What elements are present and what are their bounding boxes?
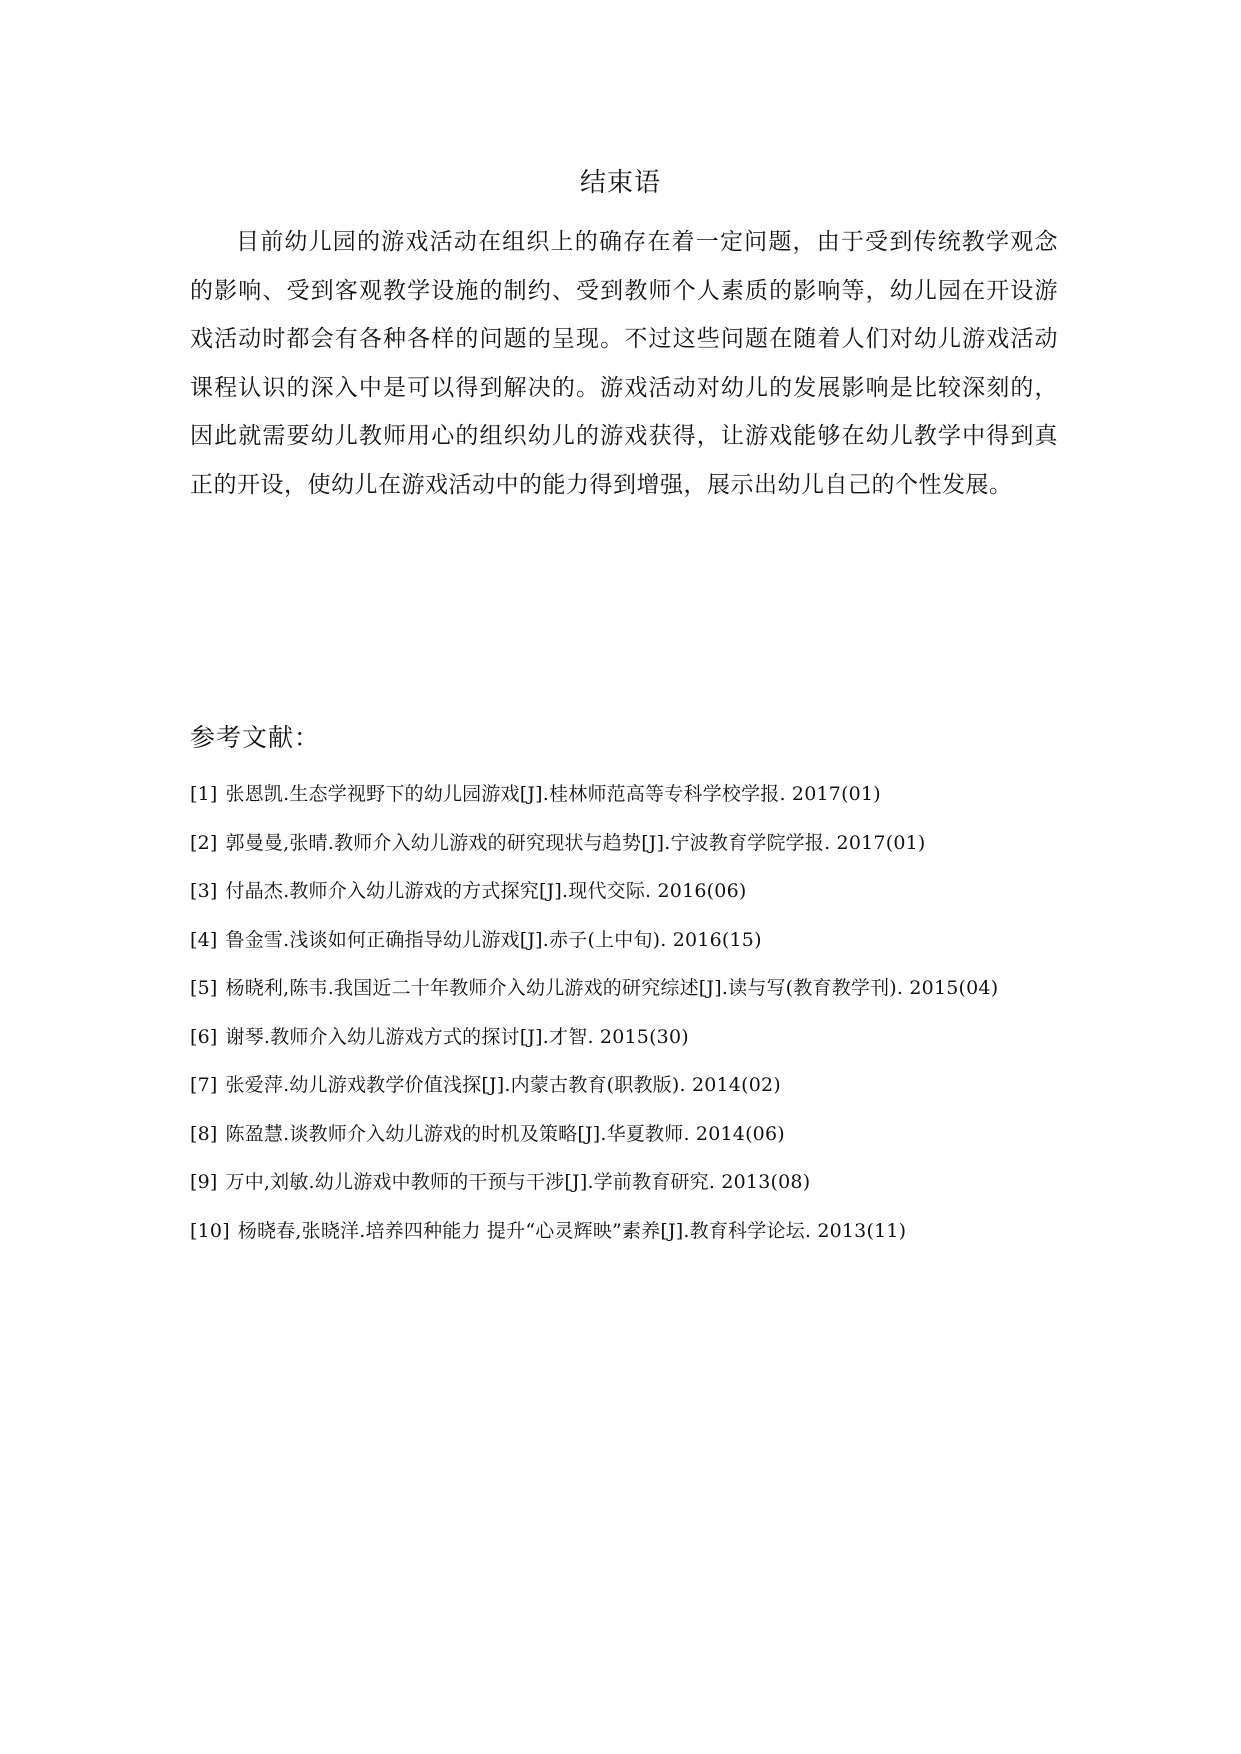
reference-text: 杨晓利,陈韦.我国近二十年教师介入幼儿游戏的研究综述[J].读与写(教育教学刊). 2015(04) [225,977,999,999]
reference-text: 郭曼曼,张晴.教师介入幼儿游戏的研究现状与趋势[J].宁波教育学院学报. 2017(01) [225,831,926,854]
reference-item-5 [190,964,1070,1013]
reference-text: 陈盈慧.谈教师介入幼儿游戏的时机及策略[J].华夏教师. 2014(06) [225,1122,785,1145]
reference-text: 谢琴.教师介入幼儿游戏方式的探讨[J].才智. 2015(30) [225,1025,689,1048]
reference-item-2 [190,819,1070,868]
reference-item-8 [190,1110,1070,1159]
reference-number: [2] [190,831,218,854]
reference-number: [6] [190,1025,218,1048]
conclusion-title: 结束语 [579,168,661,198]
reference-number: [5] [190,977,218,999]
reference-number: [10] [190,1219,230,1242]
reference-text: 张恩凯.生态学视野下的幼儿园游戏[J].桂林师范高等专科学校学报. 2017(01) [225,783,881,805]
reference-number: [7] [190,1074,218,1096]
reference-item-10 [190,1207,1070,1256]
references-list [190,770,1070,1255]
reference-number: [3] [190,880,218,902]
reference-number: [8] [190,1122,218,1145]
conclusion-paragraph: 目前幼儿园的游戏活动在组织上的确存在着一定问题，由于受到传统教学观念的影响、受到客观教学设施的制约、受到教师个人素质的影响等，幼儿园在开设游戏活动时都会有各种各样的问题的呈现。不过这些问题在随着人们对幼儿游戏活动课程认识的深入中是可以得到解决的。游戏活动对幼儿的发展影响是比较深刻的，因此就需要幼儿教师用心的组织幼儿的游戏获得，让游戏能够在幼儿教学中得到真正的开设，使幼儿在游戏活动中的能力得到增强，展示出幼儿自己的个性发展。 [190,229,1058,498]
reference-item-3 [190,867,1070,916]
reference-item-4 [190,916,1070,965]
reference-number: [1] [190,783,218,805]
reference-item-7 [190,1061,1070,1110]
reference-item-9 [190,1158,1070,1207]
references-heading: 参考文献： [190,723,321,752]
reference-text: 杨晓春,张晓洋.培养四种能力 提升“心灵辉映”素养[J].教育科学论坛. 2013(11) [237,1219,907,1242]
reference-text: 张爱萍.幼儿游戏教学价值浅探[J].内蒙古教育(职教版). 2014(02) [225,1074,781,1096]
reference-number: [9] [190,1171,218,1193]
reference-number: [4] [190,928,218,951]
reference-text: 付晶杰.教师介入幼儿游戏的方式探究[J].现代交际. 2016(06) [225,880,747,902]
reference-item-1 [190,770,1070,819]
reference-text: 万中,刘敏.幼儿游戏中教师的干预与干涉[J].学前教育研究. 2013(08) [225,1171,811,1193]
reference-text: 鲁金雪.浅谈如何正确指导幼儿游戏[J].赤子(上中旬). 2016(15) [225,928,762,951]
reference-item-6 [190,1013,1070,1062]
